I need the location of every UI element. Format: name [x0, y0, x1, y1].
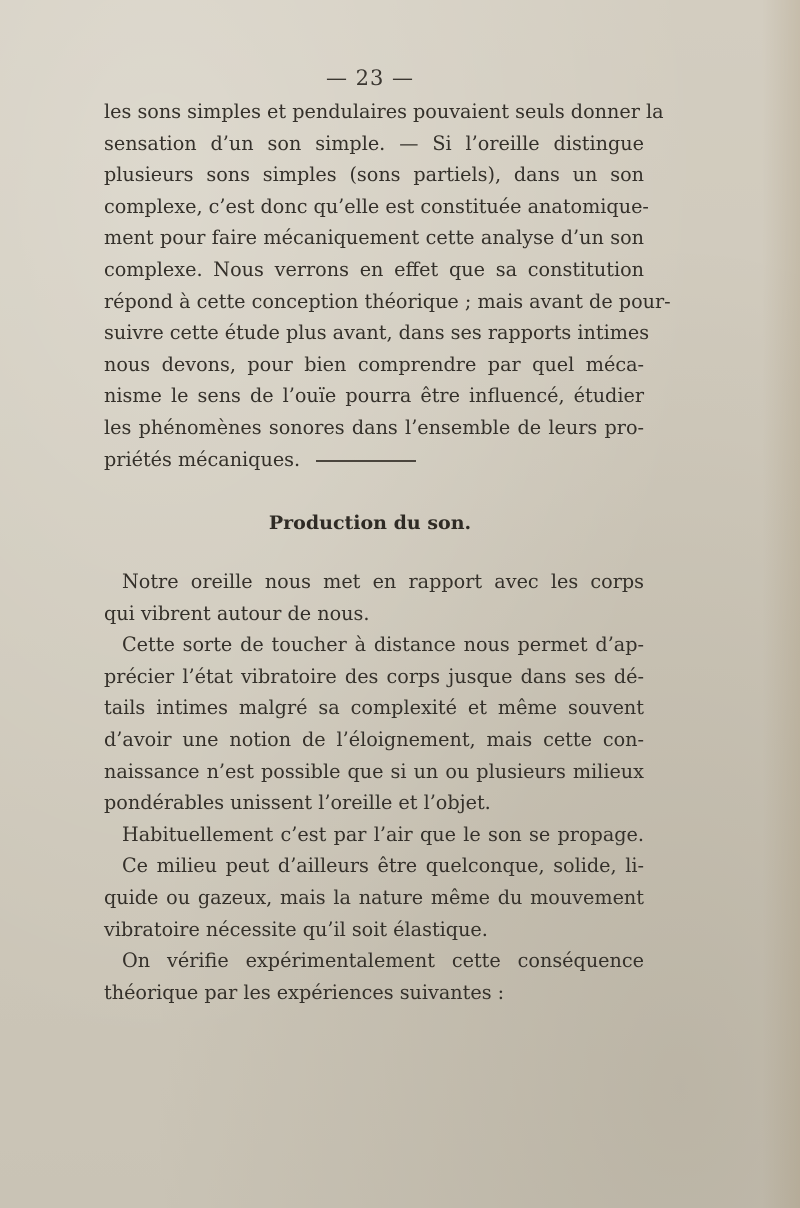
- text-line: On vérifie expérimentalement cette conséquence: [122, 949, 644, 973]
- section-divider: [316, 460, 416, 462]
- text-line: précier l’état vibratoire des corps jusque dans ses dé-: [104, 664, 644, 688]
- text-line: nisme le sens de l’ouïe pourra être influencé, étudier: [104, 384, 644, 408]
- text-line: priétés mécaniques.: [104, 447, 301, 471]
- text-line: les phénomènes sonores dans l’ensemble de leurs pro-: [104, 415, 644, 439]
- text-line: quide ou gazeux, mais la nature même du mouvement: [104, 885, 644, 909]
- text-line: nous devons, pour bien comprendre par quel méca-: [104, 352, 644, 376]
- text-line: qui vibrent autour de nous.: [104, 601, 370, 625]
- paragraph-intro: [104, 96, 671, 475]
- text-line: répond à cette conception théorique ; mais avant de pour-: [104, 289, 671, 313]
- section-heading: Production du son.: [268, 512, 472, 534]
- page-number: — 23 —: [325, 66, 415, 90]
- text-line: Ce milieu peut d’ailleurs être quelconque, solide, li-: [122, 854, 644, 878]
- text-line: naissance n’est possible que si un ou plusieurs milieux: [104, 759, 644, 783]
- text-line: sensation d’un son simple. — Si l’oreille distingue: [104, 131, 644, 155]
- text-line: complexe, c’est donc qu’elle est constituée anatomique-: [104, 194, 649, 218]
- text-line: tails intimes malgré sa complexité et même souvent: [104, 696, 644, 720]
- text-line: ment pour faire mécaniquement cette analyse d’un son: [104, 226, 644, 250]
- paragraph-production: [104, 566, 644, 1008]
- text-line: vibratoire nécessite qu’il soit élastique.: [104, 917, 488, 941]
- text-line: Notre oreille nous met en rapport avec les corps: [122, 570, 644, 593]
- text-line: plusieurs sons simples (sons partiels), dans un son: [104, 163, 644, 187]
- text-line: suivre cette étude plus avant, dans ses rapports intimes: [104, 321, 650, 345]
- page-edge-shadow: [762, 0, 800, 1208]
- text-line: complexe. Nous verrons en effet que sa constitution: [104, 257, 644, 281]
- text-line: Cette sorte de toucher à distance nous permet d’ap-: [122, 633, 644, 657]
- text-line: les sons simples et pendulaires pouvaient seuls donner la: [104, 100, 664, 123]
- text-line: théorique par les expériences suivantes :: [104, 980, 505, 1004]
- text-line: Habituellement c’est par l’air que le son se propage.: [122, 822, 644, 846]
- text-line: pondérables unissent l’oreille et l’objet.: [104, 791, 491, 815]
- text-line: d’avoir une notion de l’éloignement, mais cette con-: [104, 727, 644, 751]
